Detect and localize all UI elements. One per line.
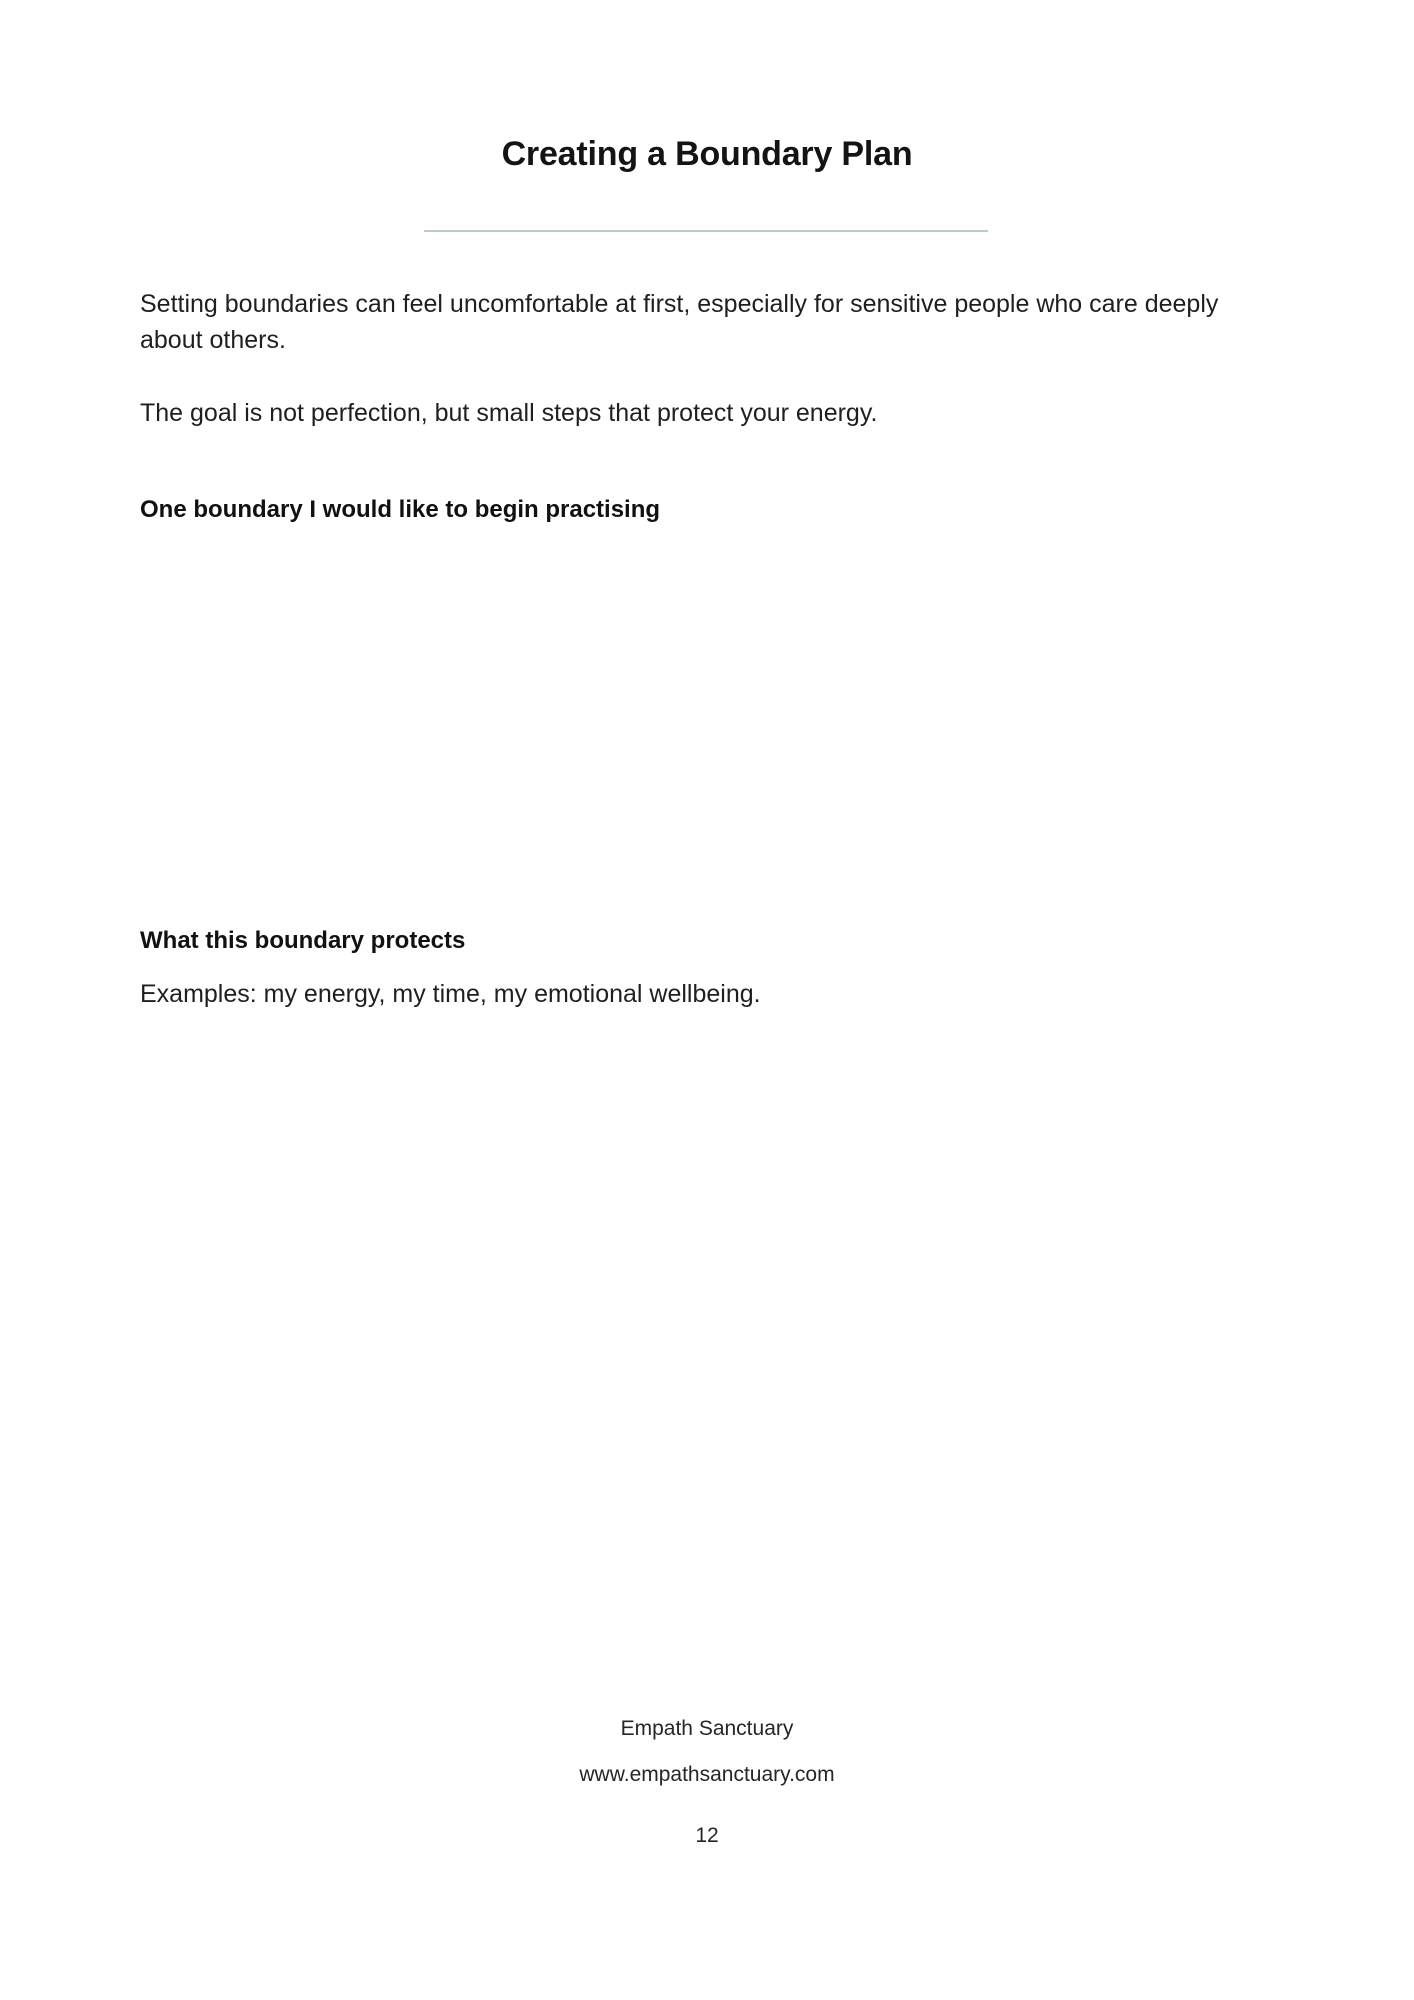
- example-hint-text: Examples: my energy, my time, my emotional wellbeing.: [140, 979, 761, 1008]
- footer-brand: Empath Sanctuary: [620, 1717, 794, 1740]
- page-title: Creating a Boundary Plan: [501, 135, 913, 173]
- page-footer: [0, 1713, 1414, 1852]
- content-body: [140, 286, 1270, 1410]
- page-number: 12: [695, 1824, 719, 1847]
- prompt-heading-boundary-to-practise: One boundary I would like to begin practising: [140, 495, 661, 523]
- intro-paragraph-2: The goal is not perfection, but small steps that protect your energy.: [140, 398, 878, 427]
- section-spacer-one: [140, 431, 1270, 493]
- intro-paragraph-1: Setting boundaries can feel uncomfortable at first, especially for sensitive people who care deeply about others.: [140, 290, 1219, 355]
- answer-space-what-this-protects[interactable]: [140, 1012, 1270, 1410]
- title-block: [0, 134, 1414, 175]
- answer-space-boundary-to-practise[interactable]: [140, 526, 1270, 924]
- title-divider: [424, 230, 988, 232]
- paragraph-spacer: [140, 359, 1270, 395]
- heading-example-spacer: [140, 958, 1270, 976]
- footer-url: www.empathsanctuary.com: [579, 1762, 835, 1786]
- prompt-heading-what-this-protects: What this boundary protects: [140, 927, 466, 955]
